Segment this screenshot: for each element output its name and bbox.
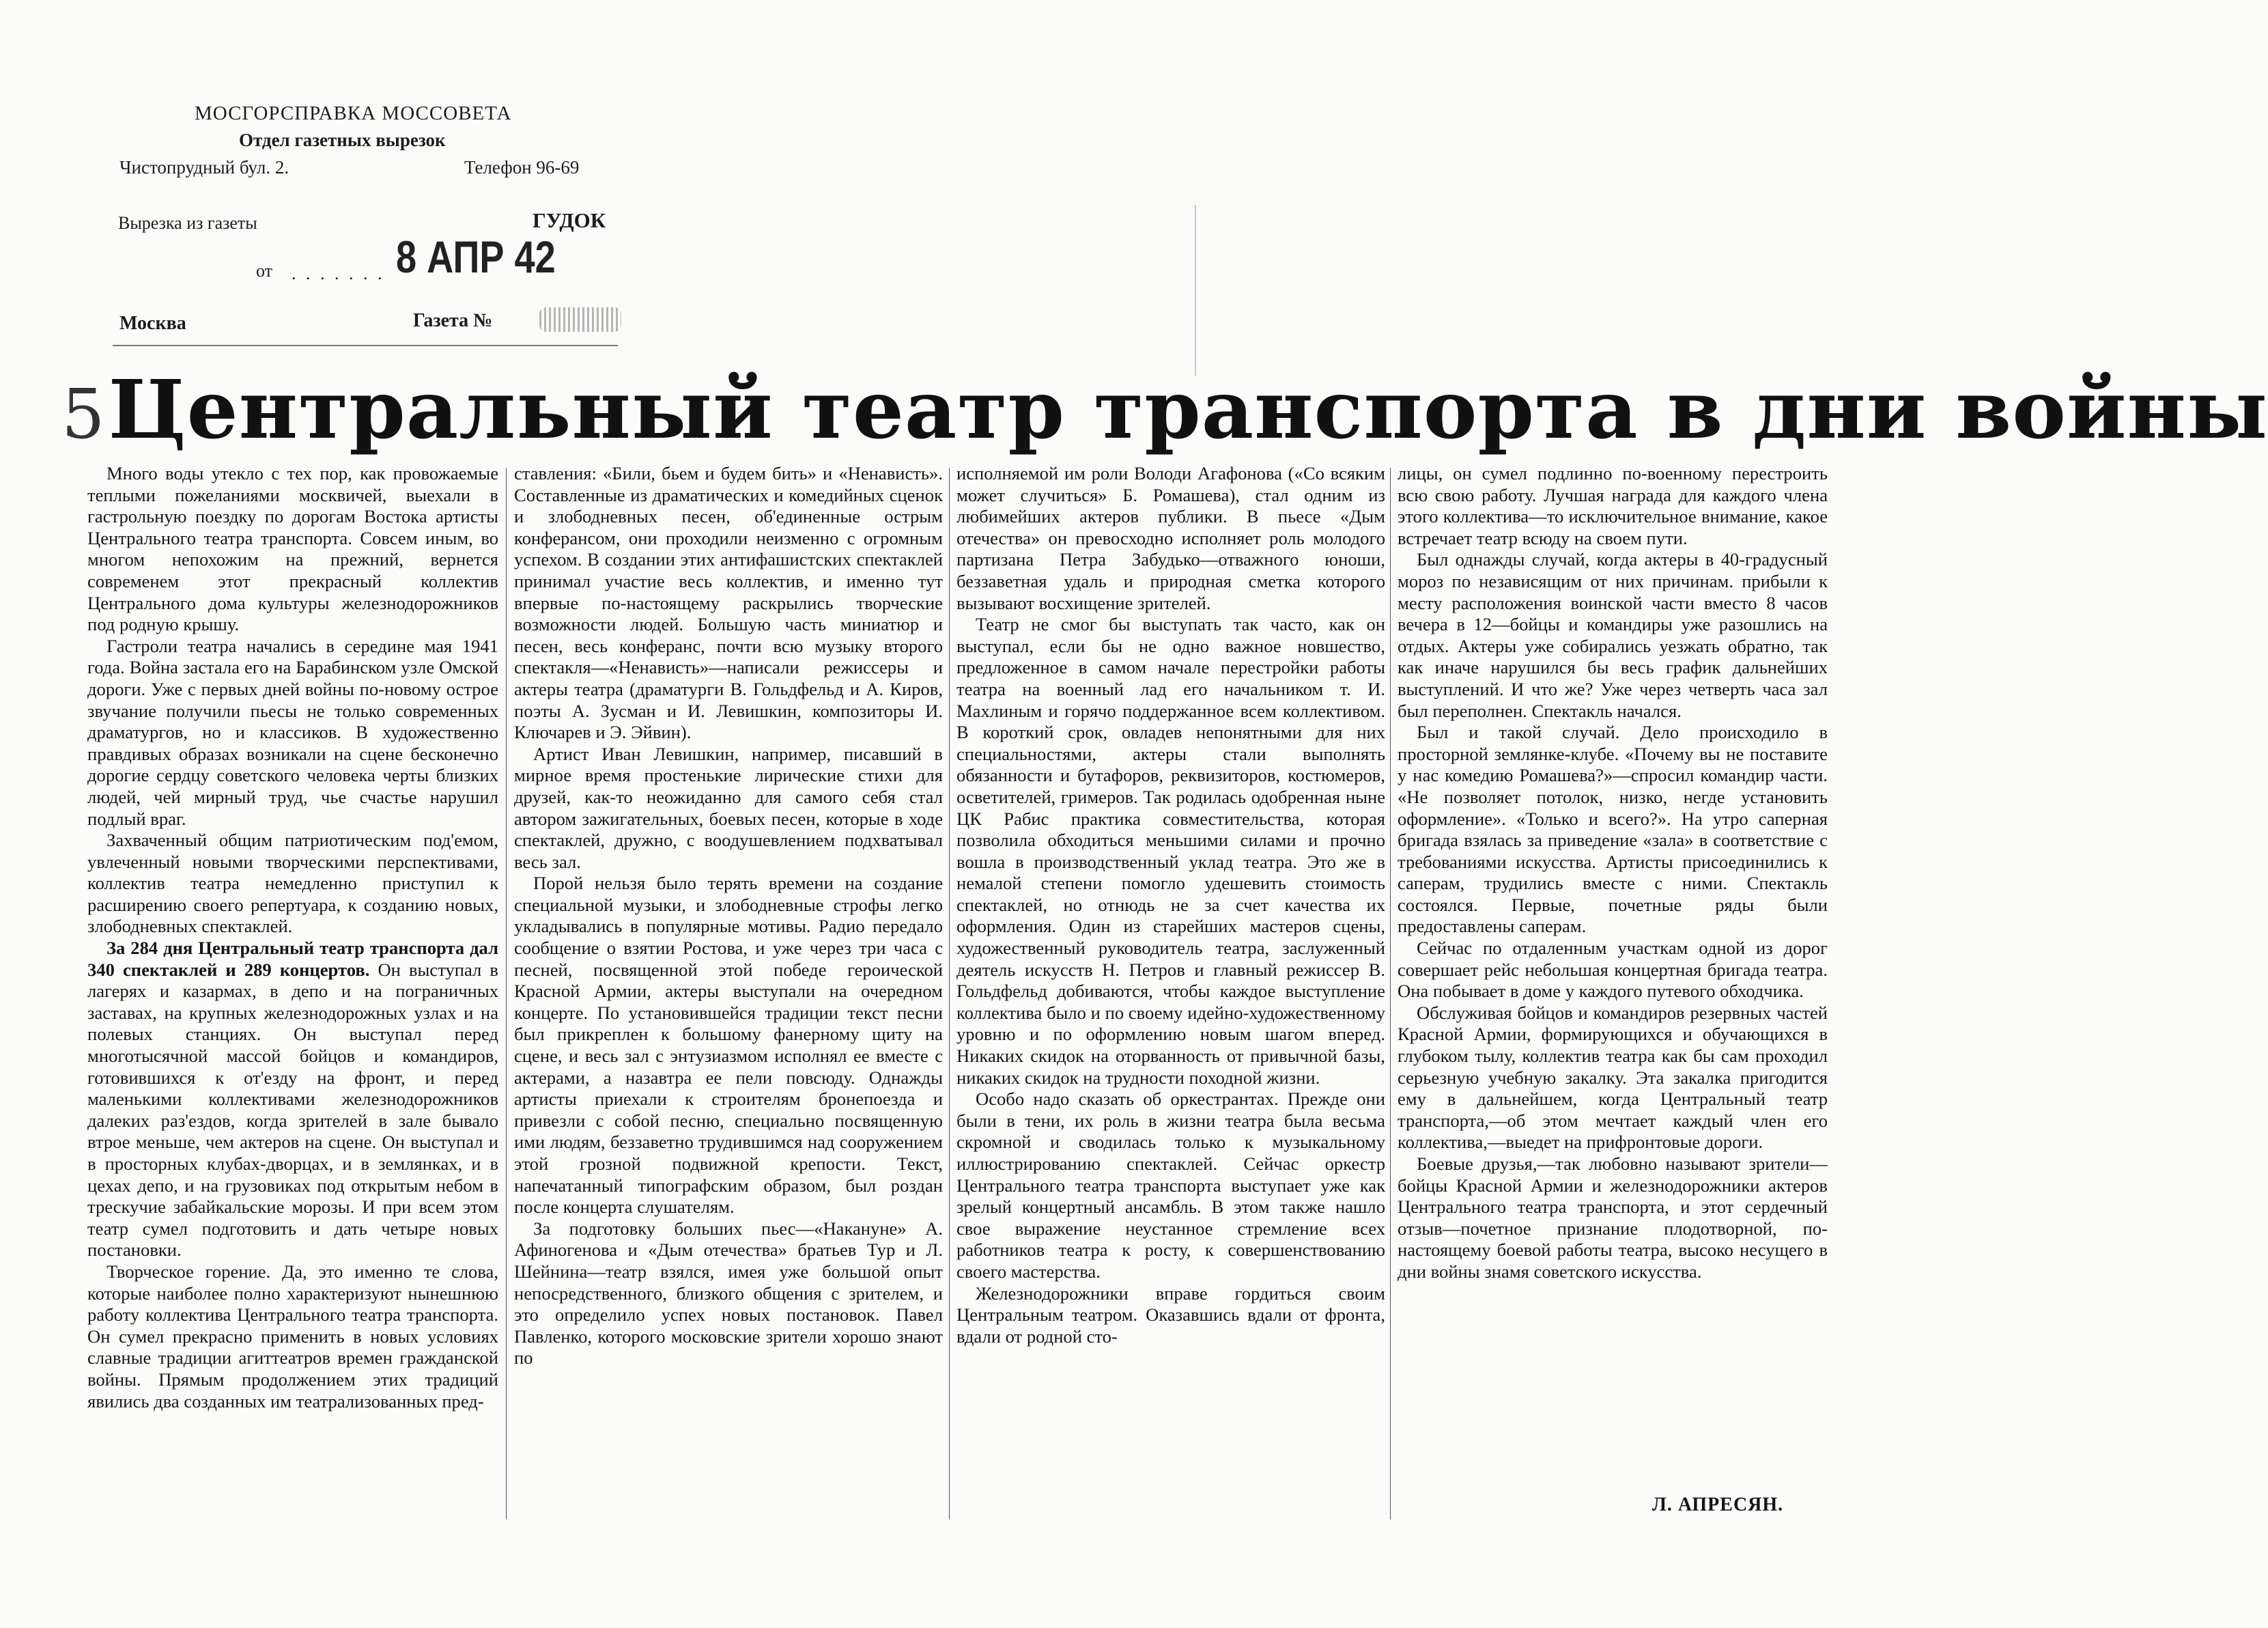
article-column-4 [1398, 463, 1828, 1283]
paragraph: За подготовку больших пьес—«Накануне» А. Афиногенова и «Дым отечества» братьев Тур и Л. Шейнина—театр взялся, имея уже большой опыт непосредственного, близкого общения с зрителем, и это определило успех новых постановок. Павел Павленко, которого московские зрители хорошо знают по [514, 1218, 943, 1369]
city-label: Москва [119, 313, 186, 334]
paragraph: Особо надо сказать об оркестрантах. Прежде они были в тени, их роль в жизни театра была весьма скромной и сводилась только к музыкальному иллюстрированию спектаклей. Сейчас оркестр Центрального театра транспорта выступает уже как зрелый концертный ансамбль. В этом также нашло свое выражение неустанное стремление всех работников театра к росту, к совершенствованию своего мастерства. [956, 1089, 1385, 1282]
paragraph: Сейчас по отдаленным участкам одной из дорог совершает рейс небольшая концертная бригада театра. Она побывает в доме у каждого путевого обходчика. [1398, 938, 1828, 1002]
column-rule [1390, 468, 1391, 1519]
paragraph: Гастроли театра начались в середине мая 1941 года. Война застала его на Барабинском узле Омской дороги. Уже с первых дней войны по-новому острое звучание получили пьесы не только современных драматургов, но и классиков. В художественно правдивых образах возникали на сцене бесконечно дорогие сердцу советского человека черты близких людей, чей мирный труд, чье счастье нарушил подлый враг. [87, 635, 498, 829]
paragraph: Порой нельзя было терять времени на создание специальной музыки, и злободневные строфы легко укладывались в популярные мотивы. Радио передало сообщение о взятии Ростова, и уже через три часа с песней, посвященной этой победе героической Красной Армии, актеры выступали на очередном концерте. По установившейся традиции текст песни был прикреплен к большому фанерному щиту на сцене, и весь зал с энтузиазмом исполнял ее вместе с актерами, а назавтра ее пели повсюду. Однажды артисты приехали к строителям бронепоезда и привезли с собой песню, специально посвященную ими людям, беззаветно трудившимся над сооружением этой грозной подвижной крепости. Текст, напечатанный типографским образом, был роздан после концерта слушателям. [514, 873, 943, 1218]
paragraph: Обслуживая бойцов и командиров резервных частей Красной Армии, формирующихся и обучающихся в глубоком тылу, коллектив театра как бы сам проходил серьезную учебную закалку. Эта закалка пригодится ему в дальнейшем, когда Центральный театр транспорта,—об этом мечтает каждый член его коллектива,—выедет на прифронтовые дороги. [1398, 1002, 1828, 1153]
department-name: Отдел газетных вырезок [239, 130, 446, 150]
paragraph: Захваченный общим патриотическим под'емом, увлеченный новыми творческими перспективами, коллектив театра немедленно приступил к расширению своего репертуара, к созданию новых, злободневных спектаклей. [87, 830, 498, 937]
article-headline [61, 362, 2268, 464]
paragraph: Железнодорожники вправе гордиться своим Центральным театром. Оказавшись вдали от фронта, вдали от родной сто- [956, 1282, 1385, 1347]
gazeta-number-label: Газета № [413, 310, 493, 331]
from-label: от [256, 261, 273, 281]
paragraph: Был и такой случай. Дело происходило в просторной землянке-клубе. «Почему вы не поставите у нас комедию Ромашева?»—спросил командир части. «Не позволяет потолок, низко, негде установить оформление». «Только и всего?». На утро саперная бригада взялась за приведение «зала» в соответствие с требованиями искусства. Артисты присоединились к саперам, трудились вместе с ними. Спектакль состоялся. Первые, почетные ряды были предоставлены саперам. [1398, 722, 1828, 937]
date-dots: . . . . . . . [292, 264, 385, 283]
agency-phone: Телефон 96-69 [464, 157, 580, 178]
paragraph: Много воды утекло с тех пор, как провожаемые теплыми пожеланиями москвичей, выехали в гастрольную поездку по дорогам Востока артисты Центрального театра транспорта. Совсем иным, во многом непохожим на прежний, вернется современем этот прекрасный коллектив Центрального дома культуры железнодорожников под родную крышу. [87, 463, 498, 635]
paragraph: Творческое горение. Да, это именно те слова, которые наиболее полно характеризуют нынешнюю работу коллектива Центрального театра транспорта. Он сумел прекрасно применить в новых условиях славные традиции агиттеатров времен гражданской войны. Прямым продолжением этих традиций явились два созданных им театрализованных пред- [87, 1261, 498, 1412]
paragraph: Артист Иван Левишкин, например, писавший в мирное время простенькие лирические стихи для друзей, как-то неожиданно для самого себя стал автором зажигательных, боевых песен, которые в ходе спектаклей, дружно, с воодушевлением подхватывал весь зал. [514, 743, 943, 872]
cutting-label: Вырезка из газеты [118, 213, 257, 233]
paragraph: исполняемой им роли Володи Агафонова («Со всяким может случиться» Б. Ромашева), стал одним из любимейших актеров публики. В пьесе «Дым отечества» он превосходно исполняет роль молодого партизана Петра Забудько—отважного юноши, беззаветная удаль и природная сметка которого вызывают восхищение зрителей. [956, 463, 1385, 613]
author-signature: Л. АПРЕСЯН. [1652, 1494, 1784, 1515]
column-rule [949, 468, 950, 1519]
paragraph: Театр не смог бы выступать так часто, как он выступал, если бы не одно важное новшество, предложенное в самом начале перестройки работы театра на военный лад его начальником т. И. Махлиным и горячо поддержанное всем коллективом. В короткий срок, овладев непонятными для них специальностями, актеры стали выполнять обязанности и бутафоров, реквизиторов, костюмеров, осветителей, гримеров. Так родилась одобренная ныне ЦК Рабис практика совместительства, которая позволила обходиться меньшими силами и прочно вошла в производственный уклад театра. Это же в немалой степени помогло удешевить стоимость спектаклей, но отнюдь не за счет качества их оформления. Один из старейших мастеров сцены, художественный руководитель театра, заслуженный деятель искусств Н. Петров и главный режиссер В. Гольдфельд добиваются, чтобы каждое выступление коллектива было и по своему идейно-художественному уровню и по оформлению новым шагом вперед. Никаких скидок на оторванность от привычной базы, никаких скидок на трудности походной жизни. [956, 614, 1385, 1088]
stamp-divider [113, 345, 618, 346]
article-column-1 [87, 463, 498, 1412]
newspaper-name: ГУДОК [533, 208, 606, 232]
agency-address: Чистопрудный бул. 2. [119, 157, 289, 178]
paragraph: Боевые друзья,—так любовно называют зрители—бойцы Красной Армии и железнодорожники актеров Центрального театра транспорта, и этот сердечный отзыв—почетное признание плодотворной, по-настоящему боевой работы театра, высоко несущего в дни войны знамя советского искусства. [1398, 1153, 1828, 1282]
paper-fold-line [1195, 205, 1196, 376]
date-stamp: 8 АПР 42 [396, 231, 556, 282]
column-rule [506, 468, 507, 1519]
agency-name: МОСГОРСПРАВКА МОССОВЕТА [195, 102, 512, 124]
article-column-3 [956, 463, 1385, 1347]
headline-text: Центральный театр транспорта в дни войны [108, 362, 2268, 457]
paragraph: Был однажды случай, когда актеры в 40-градусный мороз по независящим от них причинам. прибыли к месту расположения воинской части вместо 8 часов вечера в 12—бойцы и командиры уже разошлись на отдых. Актеры уже собирались уезжать обратно, так как иначе нарушился бы весь график дальнейших выступлений. И что же? Уже через четверть часа зал был переполнен. Спектакль начался. [1398, 549, 1828, 721]
article-column-2 [514, 463, 943, 1369]
number-smudge [539, 307, 621, 332]
paragraph: лицы, он сумел подлинно по-военному перестроить всю свою работу. Лучшая награда для каждого члена этого коллектива—то исключительное внимание, какое встречает театр всюду на своем пути. [1398, 463, 1828, 548]
paragraph: ставления: «Били, бьем и будем бить» и «Ненависть». Составленные из драматических и комедийных сценок и злободневных песен, об'единенные острым конферансом, они проходили неизменно с огромным успехом. В создании этих антифашистских спектаклей принимал участие весь коллектив, и именно тут впервые по-настоящему раскрылись творческие возможности людей. Большую часть миниатюр и песен, весь конферанс, почти всю музыку второго спектакля—«Ненависть»—написали режиссеры и актеры театра (драматурги В. Гольдфельд и А. Киров, поэты А. Зусман и И. Левишкин, композиторы И. Ключарев и Э. Эйвин). [514, 463, 943, 743]
headline-number: 5 [61, 374, 106, 454]
paragraph-bold-lead: За 284 дня Центральный театр транспорта дал 340 спектаклей и 289 концертов. Он выступал в лагерях и казармах, в депо и на пограничных заставах, на крупных железнодорожных узлах и на полевых станциях. Он выступал перед многотысячной массой бойцов и командиров, готовившихся к от'езду на фронт, и перед маленькими коллективами железнодорожников далеких раз'ездов, когда зрителей в зале бывало втрое меньше, чем актеров на сцене. Он выступал и в просторных клубах-дворцах, и в землянках, и в цехах депо, и на грузовиках под открытым небом в трескучие забайкальские морозы. И при всем этом театр сумел подготовить и дать четыре новых постановки. [87, 938, 498, 1261]
